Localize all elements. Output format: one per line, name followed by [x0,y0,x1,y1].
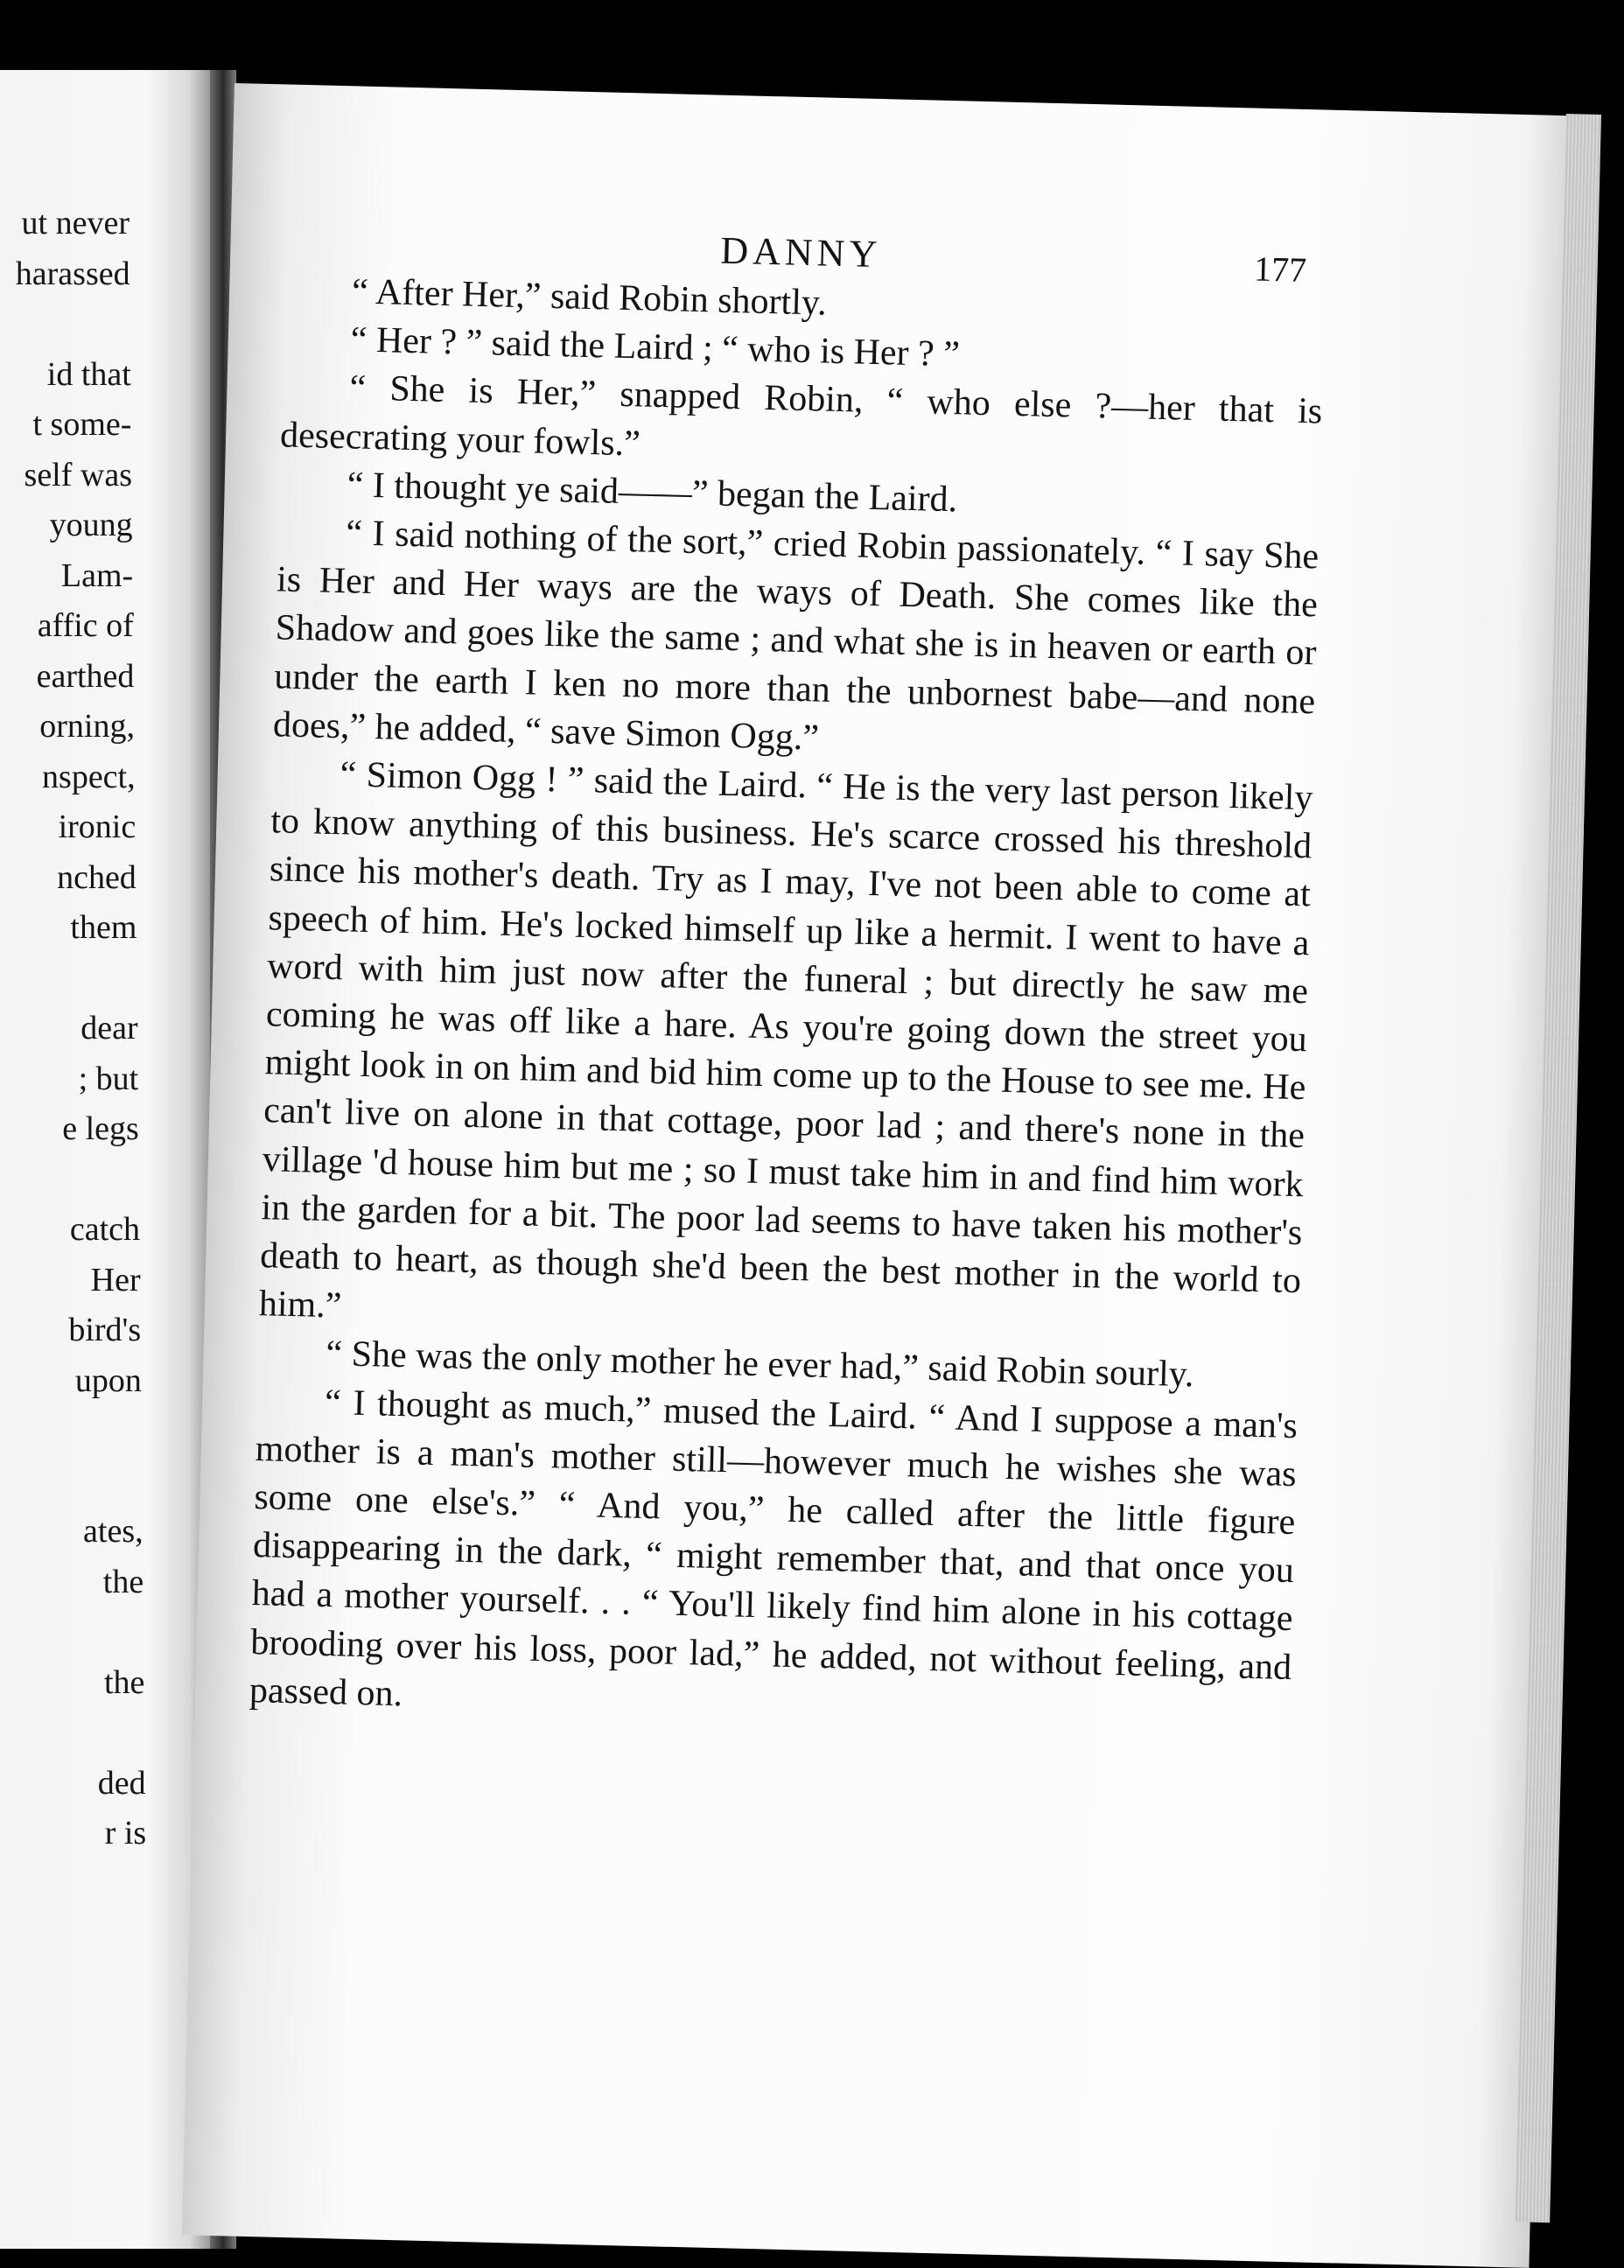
left-page-line: them [70,909,137,946]
left-page-line: affic of [37,607,134,644]
paragraph: “ She was the only mother he ever had,” said Robin sourly. [325,1334,1195,1396]
left-page-line: e legs [62,1110,139,1147]
left-page-line: ut never [21,205,130,242]
left-page-line: nspect, [42,758,136,795]
left-page-line: nched [57,858,136,896]
paragraph: “ I thought ye said——” began the Laird. [346,465,958,521]
paragraph: “ She is Her,” snapped Robin, “ who else ?—her that is desecrating your fowls.” [279,368,1323,465]
left-page-line: bird's [68,1312,142,1348]
left-page-line: self was [24,456,132,494]
left-page-line: r is [104,1815,147,1852]
left-page-line: ; but [78,1060,139,1097]
left-page-line: catch [69,1211,140,1248]
body-text [248,266,1325,1740]
paragraph: “ Her ? ” said the Laird ; “ who is Her ? ” [350,319,961,375]
left-page-line: t some- [32,406,132,443]
left-page-line: ded [97,1764,146,1802]
left-page-line: the [102,1563,144,1600]
left-page-line: Lam- [60,556,134,594]
paragraph: “ I thought as much,” mused the Laird. “ And I suppose a man's mother is a man's mother still—however much he wishes she was some one else's.” “ And you,” he called after the little figure disappearing in the dark, “ might remember that, and that once you had a mother yourself. . . “ You'll likely find him alone in his cottage brooding over his loss, poor lad,” he added, not without feeling, and passed on. [248,1382,1298,1715]
left-page-line: ates, [83,1513,144,1550]
paragraph: “ Simon Ogg ! ” said the Laird. “ He is the very last person likely to know anything of this business. He's scarce crossed his threshold since his mother's death. Try as I may, I've not been able to come at speech of him. He's locked himself up like a hermit. I went to have a word with him just now after the funeral ; but directly he saw me coming he was off like a hare. As you're going down the street you might look in on him and bid him come up to the House to see me. He can't live on alone in that cottage, poor lad ; and there's none in the village 'd house him but me ; so I must take him in and find him work in the garden for a bit. The poor lad seems to have taken his mother's death to heart, as though she'd been the best mother in the world to him.” [258,754,1313,1326]
left-page-line: ironic [58,808,136,845]
paragraph: “ After Her,” said Robin shortly. [351,271,828,324]
left-page-line: earthed [36,657,135,695]
left-page-line: harassed [15,255,130,292]
left-page-line: upon [74,1362,142,1399]
left-page [0,70,210,2249]
right-page [182,83,1582,2268]
left-page-line: orning, [39,708,135,745]
left-page-line: Her [90,1261,141,1298]
left-page-line: the [103,1663,145,1701]
running-head: DANNY [719,228,882,276]
paragraph: “ I said nothing of the sort,” cried Robin passionately. “ I say She is Her and Her ways are the ways of Death. She comes like the Shadow and goes like the same ; and what she is in heaven or earth or under the earth I ken no more than the unbornest babe—and none does,” he added, “ save Simon Ogg.” [272,513,1320,759]
left-page-line: id that [46,355,131,393]
left-page-line: young [49,507,133,543]
left-page-line: dear [80,1010,138,1046]
page-number: 177 [1253,248,1307,290]
